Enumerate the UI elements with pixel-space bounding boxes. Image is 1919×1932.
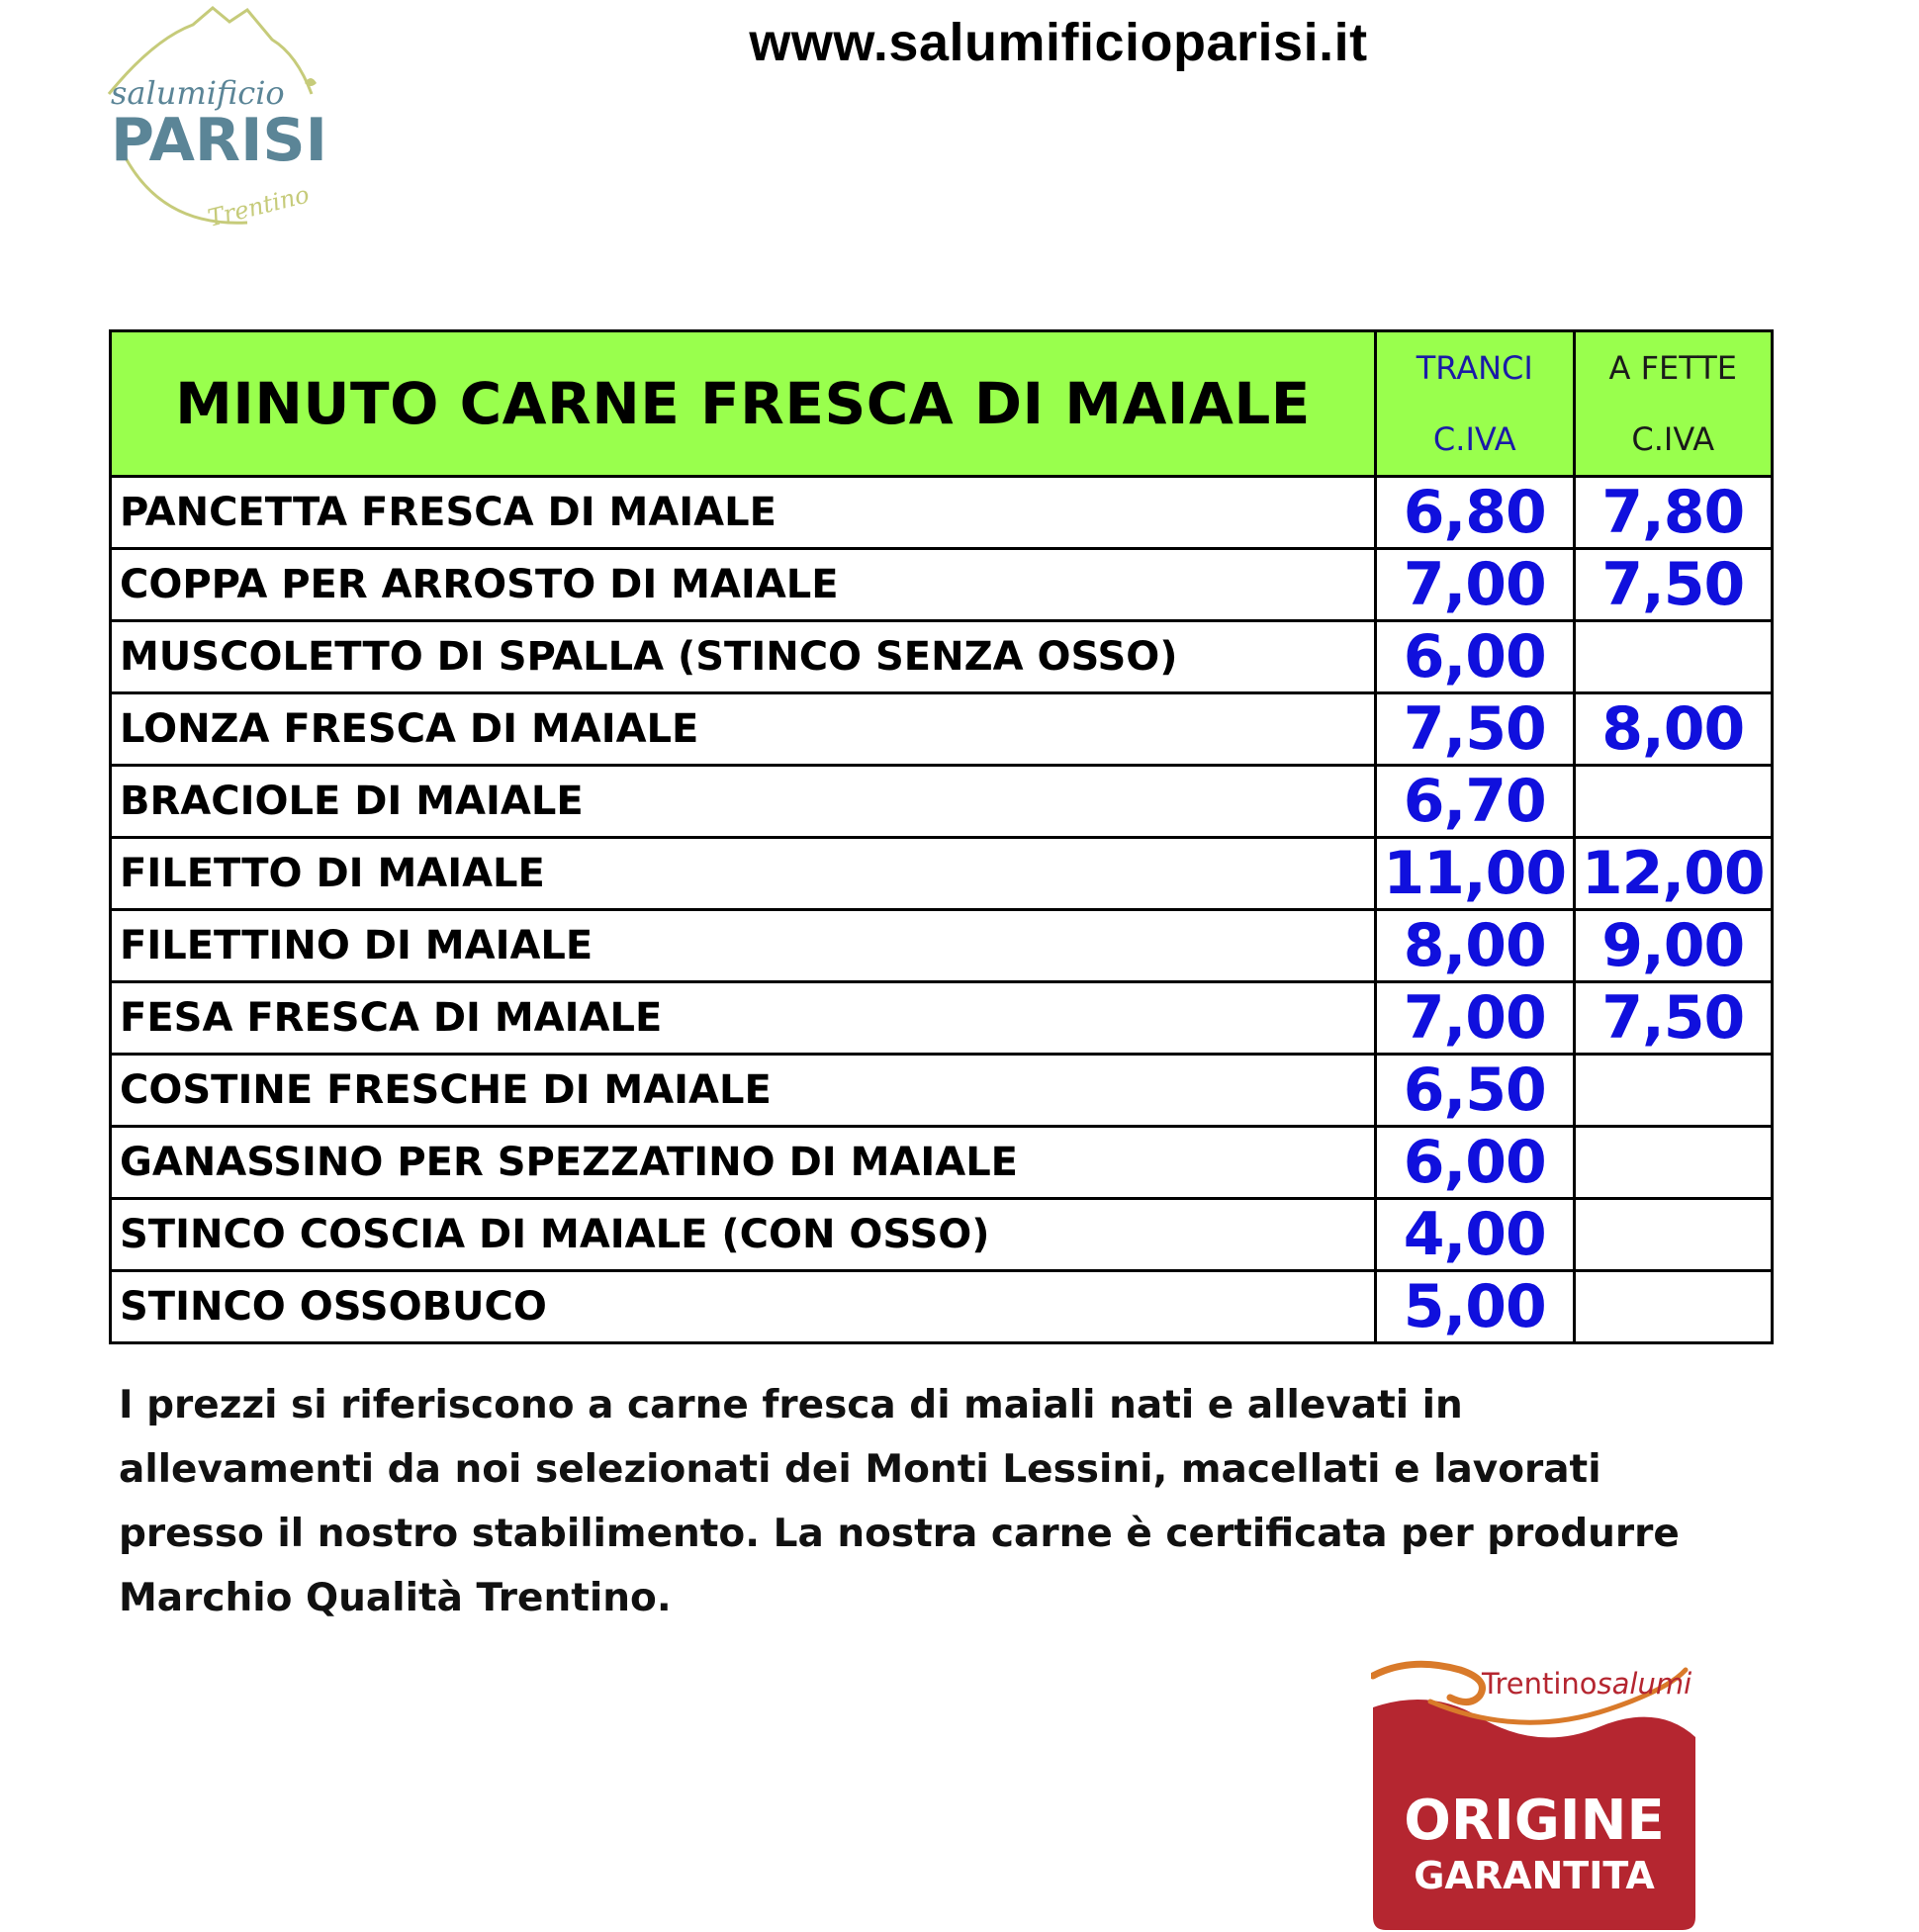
seal-graphic (1371, 1648, 1697, 1932)
price-fette: 7,80 (1574, 477, 1773, 549)
product-name: LONZA FRESCA DI MAIALE (111, 693, 1376, 766)
table-row (111, 693, 1773, 766)
logo-main-text: PARISI (111, 106, 327, 175)
table-row (111, 766, 1773, 838)
logo-script-text: salumificio (111, 74, 285, 112)
product-name: BRACIOLE DI MAIALE (111, 766, 1376, 838)
table-row (111, 1127, 1773, 1199)
price-tranci: 5,00 (1376, 1271, 1574, 1343)
seal-line2: GARANTITA (1414, 1854, 1655, 1897)
table-row (111, 477, 1773, 549)
product-name: FESA FRESCA DI MAIALE (111, 982, 1376, 1055)
price-fette (1574, 1127, 1773, 1199)
price-fette: 12,00 (1574, 838, 1773, 910)
product-name: COSTINE FRESCHE DI MAIALE (111, 1055, 1376, 1127)
column-header-fette-line1: A FETTE (1608, 349, 1737, 387)
column-header-tranci-line1: TRANCI (1416, 349, 1533, 387)
product-name: STINCO OSSOBUCO (111, 1271, 1376, 1343)
product-name: FILETTINO DI MAIALE (111, 910, 1376, 982)
logo-sub-text: Trentino (205, 180, 313, 232)
website-url: www.salumificioparisi.it (749, 13, 1368, 72)
price-tranci: 11,00 (1376, 838, 1574, 910)
table-header-row (111, 331, 1773, 477)
price-tranci: 7,50 (1376, 693, 1574, 766)
price-fette: 7,50 (1574, 982, 1773, 1055)
product-name: MUSCOLETTO DI SPALLA (STINCO SENZA OSSO) (111, 621, 1376, 693)
column-header-fette-line2: C.IVA (1631, 420, 1715, 458)
seal-line1: ORIGINE (1404, 1789, 1665, 1853)
table-row (111, 549, 1773, 621)
product-name: COPPA PER ARROSTO DI MAIALE (111, 549, 1376, 621)
seal-brand-a: Trentino (1482, 1667, 1598, 1701)
table-row (111, 982, 1773, 1055)
price-tranci: 6,70 (1376, 766, 1574, 838)
origine-garantita-seal (1371, 1648, 1697, 1932)
footnote-text: I prezzi si riferiscono a carne fresca di maiali nati e allevati in allevamenti da noi selezionati dei Monti Lessini, macellati e lavorati presso il nostro stabilimento. La nostra carne è certificata per produrre Marchio Qualità Trentino. (119, 1383, 1680, 1620)
table-row (111, 1055, 1773, 1127)
price-tranci: 6,50 (1376, 1055, 1574, 1127)
price-tranci: 6,80 (1376, 477, 1574, 549)
column-header-tranci-line2: C.IVA (1432, 420, 1516, 458)
product-name: GANASSINO PER SPEZZATINO DI MAIALE (111, 1127, 1376, 1199)
price-table (109, 329, 1774, 1344)
column-header-fette (1574, 331, 1773, 477)
table-row (111, 621, 1773, 693)
price-fette: 9,00 (1574, 910, 1773, 982)
price-fette (1574, 766, 1773, 838)
price-fette (1574, 1199, 1773, 1271)
table-row (111, 1199, 1773, 1271)
price-fette (1574, 1055, 1773, 1127)
price-tranci: 6,00 (1376, 1127, 1574, 1199)
column-header-tranci (1376, 331, 1574, 477)
price-fette (1574, 621, 1773, 693)
product-name: FILETTO DI MAIALE (111, 838, 1376, 910)
price-tranci: 8,00 (1376, 910, 1574, 982)
table-row (111, 1271, 1773, 1343)
price-tranci: 6,00 (1376, 621, 1574, 693)
table-row (111, 910, 1773, 982)
table-title: MINUTO CARNE FRESCA DI MAIALE (111, 331, 1376, 477)
price-tranci: 7,00 (1376, 549, 1574, 621)
price-fette (1574, 1271, 1773, 1343)
product-name: STINCO COSCIA DI MAIALE (CON OSSO) (111, 1199, 1376, 1271)
price-fette: 8,00 (1574, 693, 1773, 766)
table-row (111, 838, 1773, 910)
price-fette: 7,50 (1574, 549, 1773, 621)
svg-text:Trentinosalumi (1481, 1667, 1691, 1701)
price-tranci: 4,00 (1376, 1199, 1574, 1271)
seal-brand-b: salumi (1597, 1667, 1692, 1701)
price-tranci: 7,00 (1376, 982, 1574, 1055)
product-name: PANCETTA FRESCA DI MAIALE (111, 477, 1376, 549)
